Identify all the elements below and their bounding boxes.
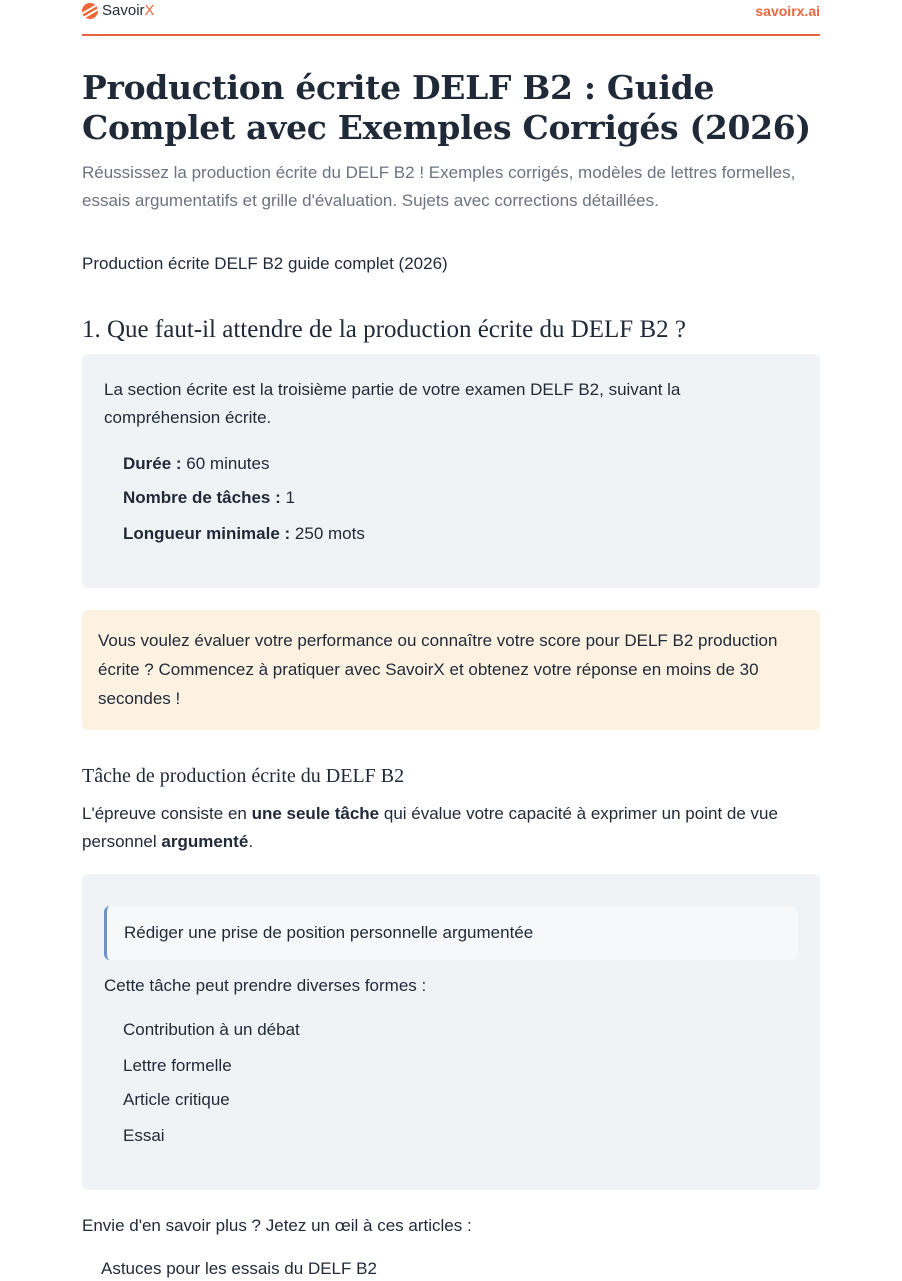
list-item: Essai [123, 1126, 165, 1145]
task-quote-text: Rédiger une prise de position personnelle argumentée [124, 923, 534, 942]
task-quote [104, 906, 798, 960]
spec-label: Longueur minimale : [123, 524, 291, 543]
list-item: Article critique [123, 1090, 230, 1109]
task-desc-part: qui évalue votre capacité à exprimer un point de vue personnel [82, 804, 778, 851]
promo-notice-text: Vous voulez évaluer votre performance ou connaître votre score pour DELF B2 production écrite ? Commencez à pratiquer avec SavoirX et obtenez votre réponse en moins de 30 secondes ! [98, 631, 778, 708]
task-description [82, 800, 820, 856]
list-item: Lettre formelle [123, 1056, 232, 1075]
promo-notice [82, 610, 820, 730]
task-desc-part: L'épreuve consiste en [82, 804, 252, 823]
related-article-link[interactable]: Astuces pour les essais du DELF B2 [101, 1259, 377, 1278]
overview-intro: La section écrite est la troisième partie de votre examen DELF B2, suivant la compréhension écrite. [104, 380, 681, 427]
list-item: Contribution à un débat [123, 1020, 300, 1039]
brand-logo[interactable] [82, 2, 155, 19]
exam-overview-box [82, 354, 820, 588]
savoirx-logo-icon [82, 3, 98, 19]
spec-duration [123, 452, 269, 476]
site-link[interactable]: savoirx.ai [755, 3, 820, 19]
task-desc-emphasis: une seule tâche [251, 804, 380, 823]
spec-label: Durée : [123, 454, 182, 473]
brand-name-suffix: X [144, 2, 155, 19]
section-heading-expectations: 1. Que faut-il attendre de la production écrite du DELF B2 ? [82, 316, 686, 343]
cover-image-alt-text: Production écrite DELF B2 guide complet (2026) [82, 254, 448, 273]
spec-value: 250 mots [290, 524, 365, 543]
task-desc-part: . [248, 832, 254, 851]
top-bar [82, 0, 820, 36]
page [82, 0, 820, 1278]
spec-task-count [123, 486, 295, 510]
section-heading-task: Tâche de production écrite du DELF B2 [82, 765, 405, 787]
task-desc-emphasis: argumenté [161, 832, 249, 851]
related-articles-label: Envie d'en savoir plus ? Jetez un œil à ces articles : [82, 1216, 472, 1235]
spec-value: 60 minutes [181, 454, 270, 473]
spec-value: 1 [280, 488, 295, 507]
page-subtitle: Réussissez la production écrite du DELF B2 ! Exemples corrigés, modèles de lettres formelles, essais argumentatifs et grille d'évaluation. Sujets avec corrections détaillées. [82, 163, 796, 210]
brand-name-prefix: Savoir [102, 2, 145, 19]
spec-min-length [123, 522, 365, 546]
page-title: Production écrite DELF B2 : Guide Complet avec Exemples Corrigés (2026) [82, 68, 811, 147]
task-forms-label: Cette tâche peut prendre diverses formes : [104, 976, 427, 995]
spec-label: Nombre de tâches : [123, 488, 281, 507]
task-details-box [82, 874, 820, 1190]
